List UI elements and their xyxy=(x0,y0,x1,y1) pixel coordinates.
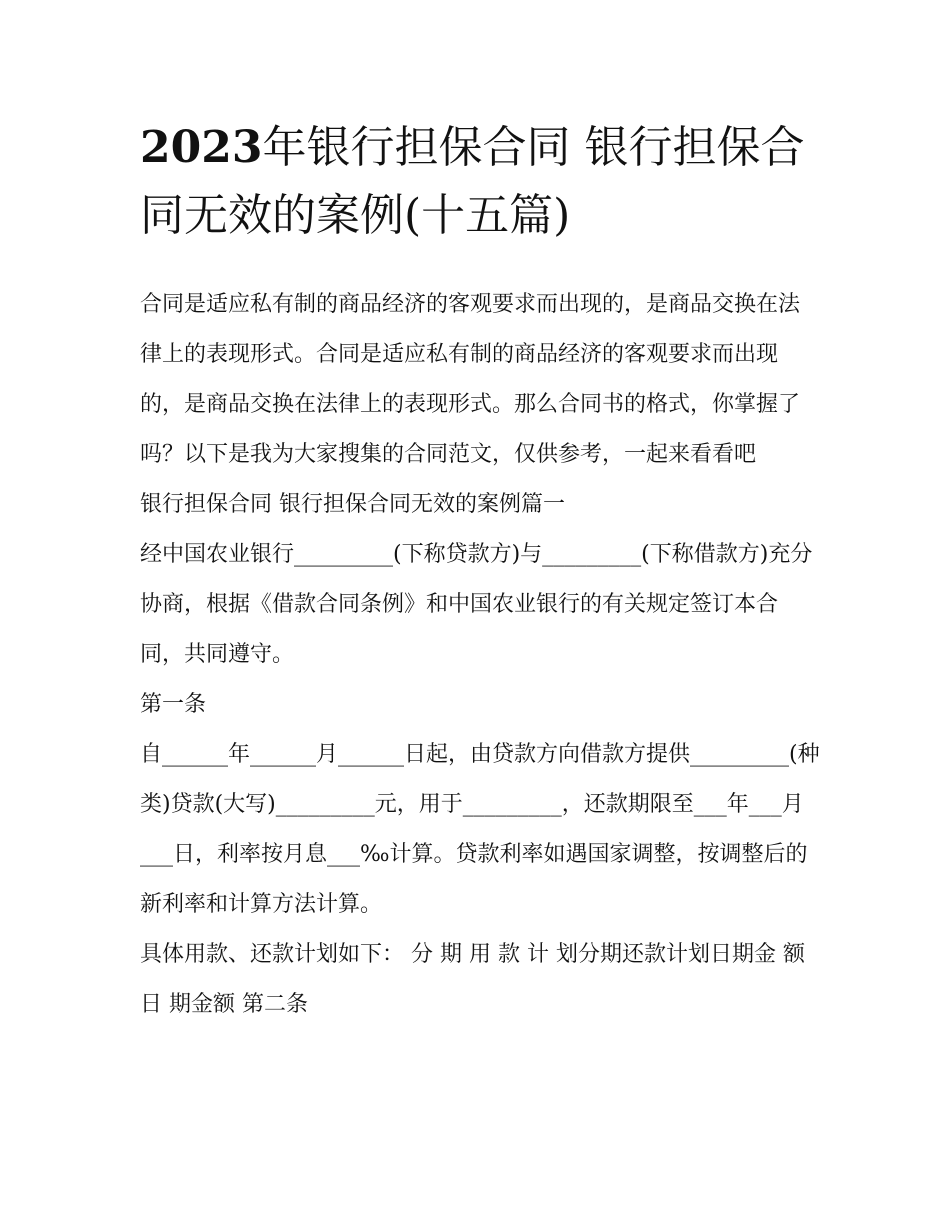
intro-paragraph: 合同是适应私有制的商品经济的客观要求而出现的，是商品交换在法律上的表现形式。合同是适应私有制的商品经济的客观要求而出现的，是商品交换在法律上的表现形式。那么合同书的格式，你掌握了吗？以下是我为大家搜集的合同范文，仅供参考，一起来看看吧 xyxy=(140,292,801,467)
document-body xyxy=(140,280,820,1030)
title-year: 2023 xyxy=(140,122,263,173)
title-text: 年银行担保合同 银行担保合同无效的案例(十五篇) xyxy=(140,122,805,241)
contract-preamble: 经中国农业银行_________(下称贷款方)与_________(下称借款方)充分协商，根据《借款合同条例》和中国农业银行的有关规定签订本合同，共同遵守。 xyxy=(140,542,813,667)
document-title xyxy=(140,114,830,250)
article-one-heading: 第一条 xyxy=(140,692,207,717)
article-one-text: 自______年______月______日起，由贷款方向借款方提供_________(种类)贷款(大写)_________元，用于_________，还款期限至___年___月___日，利率按月息___‰计算。贷款利率如遇国家调整，按调整后的新利率和计算方法计算。 xyxy=(140,742,820,917)
repayment-plan-text: 具体用款、还款计划如下： 分 期 用 款 计 划分期还款计划日期金 额日 期金额 第二条 xyxy=(140,942,805,1017)
section-heading: 银行担保合同 银行担保合同无效的案例篇一 xyxy=(140,492,565,517)
